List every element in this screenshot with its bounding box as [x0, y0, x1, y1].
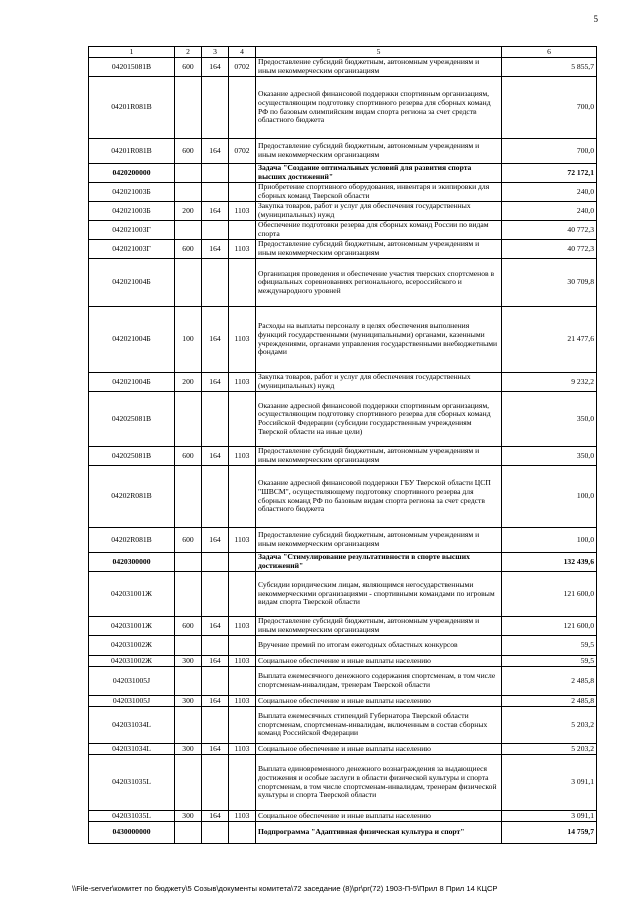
row-section [229, 466, 256, 528]
row-description: Обеспечение подготовки резерва для сборных команд России по видам спорта [256, 221, 502, 240]
row-description: Закупка товаров, работ и услуг для обеспечения государственных (муниципальных) нужд [256, 373, 502, 392]
header-cell: 2 [175, 47, 202, 58]
row-code: 0420200000 [89, 164, 175, 183]
row-section: 1103 [229, 696, 256, 707]
table-row [89, 656, 597, 667]
table-row [89, 240, 597, 259]
row-type [175, 466, 202, 528]
row-section [229, 221, 256, 240]
row-dept: 164 [202, 58, 229, 77]
row-amount: 9 232,2 [502, 373, 597, 392]
row-description: Организация проведения и обеспечение участия тверских спортсменов в официальных соревнованиях регионального, всероссийского и международного уровней [256, 259, 502, 307]
row-description: Приобретение спортивного оборудования, инвентаря и экипировки для сборных команд Тверской области [256, 183, 502, 202]
table-row [89, 572, 597, 617]
row-section: 1103 [229, 617, 256, 636]
row-section [229, 636, 256, 656]
table-row [89, 466, 597, 528]
row-dept [202, 636, 229, 656]
row-amount: 59,5 [502, 636, 597, 656]
row-code: 042021004Б [89, 307, 175, 373]
file-path-footer: \\File-server\комитет по бюджету\5 Созыв\документы комитета\72 заседание (8)\pr\pr(72) 1903-П-5\Прил 8 Прил 14 КЦСР [72, 884, 498, 893]
row-description: Предоставление субсидий бюджетным, автономным учреждениям и иным некоммерческим организациям [256, 139, 502, 164]
table-row [89, 307, 597, 373]
row-section [229, 259, 256, 307]
row-section: 1103 [229, 811, 256, 822]
table-row [89, 707, 597, 744]
table-row [89, 221, 597, 240]
table-row [89, 755, 597, 811]
row-type [175, 392, 202, 447]
row-description: Социальное обеспечение и иные выплаты населению [256, 696, 502, 707]
row-dept: 164 [202, 528, 229, 553]
row-type: 300 [175, 696, 202, 707]
row-description: Предоставление субсидий бюджетным, автономным учреждениям и иным некоммерческим организациям [256, 447, 502, 466]
row-section [229, 755, 256, 811]
row-description: Оказание адресной финансовой поддержки ГБУ Тверской области ЦСП "ШВСМ", осуществляющему подготовку спортивного резерва для сборных команд РФ по базовым видам спорта региона за счет средств областного бюджета [256, 466, 502, 528]
row-amount: 14 759,7 [502, 822, 597, 844]
page-number: 5 [593, 14, 598, 24]
row-dept [202, 553, 229, 572]
table-row [89, 259, 597, 307]
row-section: 1103 [229, 240, 256, 259]
row-dept [202, 572, 229, 617]
row-amount: 21 477,6 [502, 307, 597, 373]
row-description: Предоставление субсидий бюджетным, автономным учреждениям и иным некоммерческим организациям [256, 58, 502, 77]
row-section [229, 667, 256, 696]
row-type [175, 707, 202, 744]
row-section: 1103 [229, 202, 256, 221]
row-amount: 350,0 [502, 392, 597, 447]
row-section: 0702 [229, 58, 256, 77]
table-row [89, 553, 597, 572]
row-type: 200 [175, 202, 202, 221]
row-section: 1103 [229, 447, 256, 466]
row-amount: 240,0 [502, 202, 597, 221]
table-row [89, 392, 597, 447]
row-description: Социальное обеспечение и иные выплаты населению [256, 811, 502, 822]
row-section [229, 822, 256, 844]
table-row [89, 164, 597, 183]
row-code: 042031035L [89, 811, 175, 822]
header-cell: 6 [502, 47, 597, 58]
row-code: 042031002Ж [89, 656, 175, 667]
row-type: 600 [175, 58, 202, 77]
row-section [229, 553, 256, 572]
row-type [175, 572, 202, 617]
row-type [175, 553, 202, 572]
row-description: Социальное обеспечение и иные выплаты населению [256, 744, 502, 755]
row-type: 300 [175, 656, 202, 667]
row-code: 042021003Б [89, 183, 175, 202]
budget-table [88, 46, 597, 844]
row-section [229, 707, 256, 744]
row-amount: 5 203,2 [502, 744, 597, 755]
row-dept: 164 [202, 656, 229, 667]
row-description: Предоставление субсидий бюджетным, автономным учреждениям и иным некоммерческим организациям [256, 528, 502, 553]
row-code: 042021004Б [89, 259, 175, 307]
row-description: Предоставление субсидий бюджетным, автономным учреждениям и иным некоммерческим организациям [256, 240, 502, 259]
row-type: 600 [175, 617, 202, 636]
table-row [89, 202, 597, 221]
header-cell: 3 [202, 47, 229, 58]
row-dept [202, 221, 229, 240]
row-section [229, 164, 256, 183]
row-section: 1103 [229, 528, 256, 553]
row-code: 042031001Ж [89, 617, 175, 636]
row-amount: 2 485,8 [502, 696, 597, 707]
row-code: 042031035L [89, 755, 175, 811]
table-row [89, 183, 597, 202]
row-description: Оказание адресной финансовой поддержки спортивным организациям, осуществляющим подготовку спортивного резерва для сборных команд Российской Федерации (субсидии государственным учреждениям Тверской области на иные цели) [256, 392, 502, 447]
row-code: 042031034L [89, 707, 175, 744]
row-code: 0420300000 [89, 553, 175, 572]
row-section: 1103 [229, 656, 256, 667]
row-description: Выплата единовременного денежного вознаграждения за выдающиеся достижения и особые заслуги в области физической культуры и спорта спортсменам, в том числе спортсменам-инвалидам, тренерам физической культуры и спорта Тверской области [256, 755, 502, 811]
row-type: 600 [175, 240, 202, 259]
row-type [175, 164, 202, 183]
row-dept: 164 [202, 139, 229, 164]
row-code: 04202R081В [89, 466, 175, 528]
row-code: 042031001Ж [89, 572, 175, 617]
row-code: 042021003Г [89, 240, 175, 259]
row-amount: 40 772,3 [502, 221, 597, 240]
row-section [229, 183, 256, 202]
row-dept: 164 [202, 202, 229, 221]
row-amount: 700,0 [502, 139, 597, 164]
table-row [89, 528, 597, 553]
row-type: 600 [175, 528, 202, 553]
row-code: 0430000000 [89, 822, 175, 844]
row-amount: 59,5 [502, 656, 597, 667]
row-dept [202, 707, 229, 744]
table-row [89, 139, 597, 164]
row-type: 300 [175, 811, 202, 822]
header-row [89, 47, 597, 58]
table-row [89, 373, 597, 392]
row-type [175, 183, 202, 202]
row-amount: 40 772,3 [502, 240, 597, 259]
table-row [89, 744, 597, 755]
row-code: 042031005J [89, 696, 175, 707]
row-type: 200 [175, 373, 202, 392]
row-dept [202, 755, 229, 811]
row-amount: 3 091,1 [502, 755, 597, 811]
row-description: Выплата ежемесячного денежного содержания спортсменам, в том числе спортсменам-инвалидам, тренерам Тверской области [256, 667, 502, 696]
row-type [175, 259, 202, 307]
row-dept: 164 [202, 744, 229, 755]
row-description: Оказание адресной финансовой поддержки спортивным организациям, осуществляющим подготовку спортивного резерва для сборных команд РФ по базовым олимпийским видам спорта региона за счет средств областного бюджета [256, 77, 502, 139]
row-amount: 132 439,6 [502, 553, 597, 572]
row-code: 042031034L [89, 744, 175, 755]
table-row [89, 617, 597, 636]
table-row [89, 696, 597, 707]
row-type [175, 221, 202, 240]
row-description: Вручение премий по итогам ежегодных областных конкурсов [256, 636, 502, 656]
row-section [229, 392, 256, 447]
row-type [175, 755, 202, 811]
row-dept: 164 [202, 240, 229, 259]
row-code: 042025081В [89, 392, 175, 447]
row-type [175, 636, 202, 656]
row-code: 042031005J [89, 667, 175, 696]
row-type [175, 77, 202, 139]
row-dept: 164 [202, 696, 229, 707]
row-dept: 164 [202, 447, 229, 466]
table-row [89, 811, 597, 822]
row-code: 04202R081В [89, 528, 175, 553]
row-dept: 164 [202, 811, 229, 822]
table-row [89, 636, 597, 656]
row-code: 04201R081В [89, 139, 175, 164]
table-row [89, 77, 597, 139]
row-code: 042015081В [89, 58, 175, 77]
row-dept [202, 77, 229, 139]
row-dept [202, 259, 229, 307]
row-description: Субсидии юридическим лицам, являющимся негосударственными некоммерческими организациями - спортивными командами по игровым видам спорта Тверской области [256, 572, 502, 617]
table-row [89, 447, 597, 466]
row-amount: 100,0 [502, 466, 597, 528]
row-amount: 350,0 [502, 447, 597, 466]
row-type: 300 [175, 744, 202, 755]
row-amount: 240,0 [502, 183, 597, 202]
row-description: Предоставление субсидий бюджетным, автономным учреждениям и иным некоммерческим организациям [256, 617, 502, 636]
row-dept: 164 [202, 617, 229, 636]
row-code: 042021004Б [89, 373, 175, 392]
row-section: 1103 [229, 373, 256, 392]
row-dept [202, 183, 229, 202]
row-section: 0702 [229, 139, 256, 164]
row-description: Расходы на выплаты персоналу в целях обеспечения выполнения функций государственными (муниципальными) органами, казенными учреждениями, органами управления государственными внебюджетными фондами [256, 307, 502, 373]
row-code: 042021003Г [89, 221, 175, 240]
row-amount: 30 709,8 [502, 259, 597, 307]
row-dept [202, 392, 229, 447]
row-dept [202, 822, 229, 844]
row-amount: 3 091,1 [502, 811, 597, 822]
row-amount: 5 855,7 [502, 58, 597, 77]
row-type [175, 822, 202, 844]
row-amount: 5 203,2 [502, 707, 597, 744]
row-section: 1103 [229, 307, 256, 373]
row-dept: 164 [202, 307, 229, 373]
row-dept [202, 164, 229, 183]
table-row [89, 667, 597, 696]
row-description: Подпрограмма "Адаптивная физическая культура и спорт" [256, 822, 502, 844]
row-amount: 121 600,0 [502, 572, 597, 617]
row-type: 600 [175, 139, 202, 164]
row-dept: 164 [202, 373, 229, 392]
row-type: 100 [175, 307, 202, 373]
row-amount: 700,0 [502, 77, 597, 139]
row-type: 600 [175, 447, 202, 466]
row-code: 042025081В [89, 447, 175, 466]
row-amount: 100,0 [502, 528, 597, 553]
row-dept [202, 667, 229, 696]
header-cell: 1 [89, 47, 175, 58]
row-code: 042031002Ж [89, 636, 175, 656]
header-cell: 5 [256, 47, 502, 58]
table-body [89, 58, 597, 844]
table-row [89, 822, 597, 844]
row-amount: 72 172,1 [502, 164, 597, 183]
header-cell: 4 [229, 47, 256, 58]
row-section [229, 77, 256, 139]
row-description: Задача "Стимулирование результативности в спорте высших достижений" [256, 553, 502, 572]
row-description: Задача "Создание оптимальных условий для развития спорта высших достижений" [256, 164, 502, 183]
table-row [89, 58, 597, 77]
row-amount: 121 600,0 [502, 617, 597, 636]
row-type [175, 667, 202, 696]
row-code: 042021003Б [89, 202, 175, 221]
row-section: 1103 [229, 744, 256, 755]
row-description: Закупка товаров, работ и услуг для обеспечения государственных (муниципальных) нужд [256, 202, 502, 221]
row-description: Социальное обеспечение и иные выплаты населению [256, 656, 502, 667]
row-code: 04201R081В [89, 77, 175, 139]
row-amount: 2 485,8 [502, 667, 597, 696]
row-description: Выплата ежемесячных стипендий Губернатора Тверской области спортсменам, спортсменам-инвалидам, включенным в состав сборных команд Российской Федерации [256, 707, 502, 744]
row-dept [202, 466, 229, 528]
row-section [229, 572, 256, 617]
